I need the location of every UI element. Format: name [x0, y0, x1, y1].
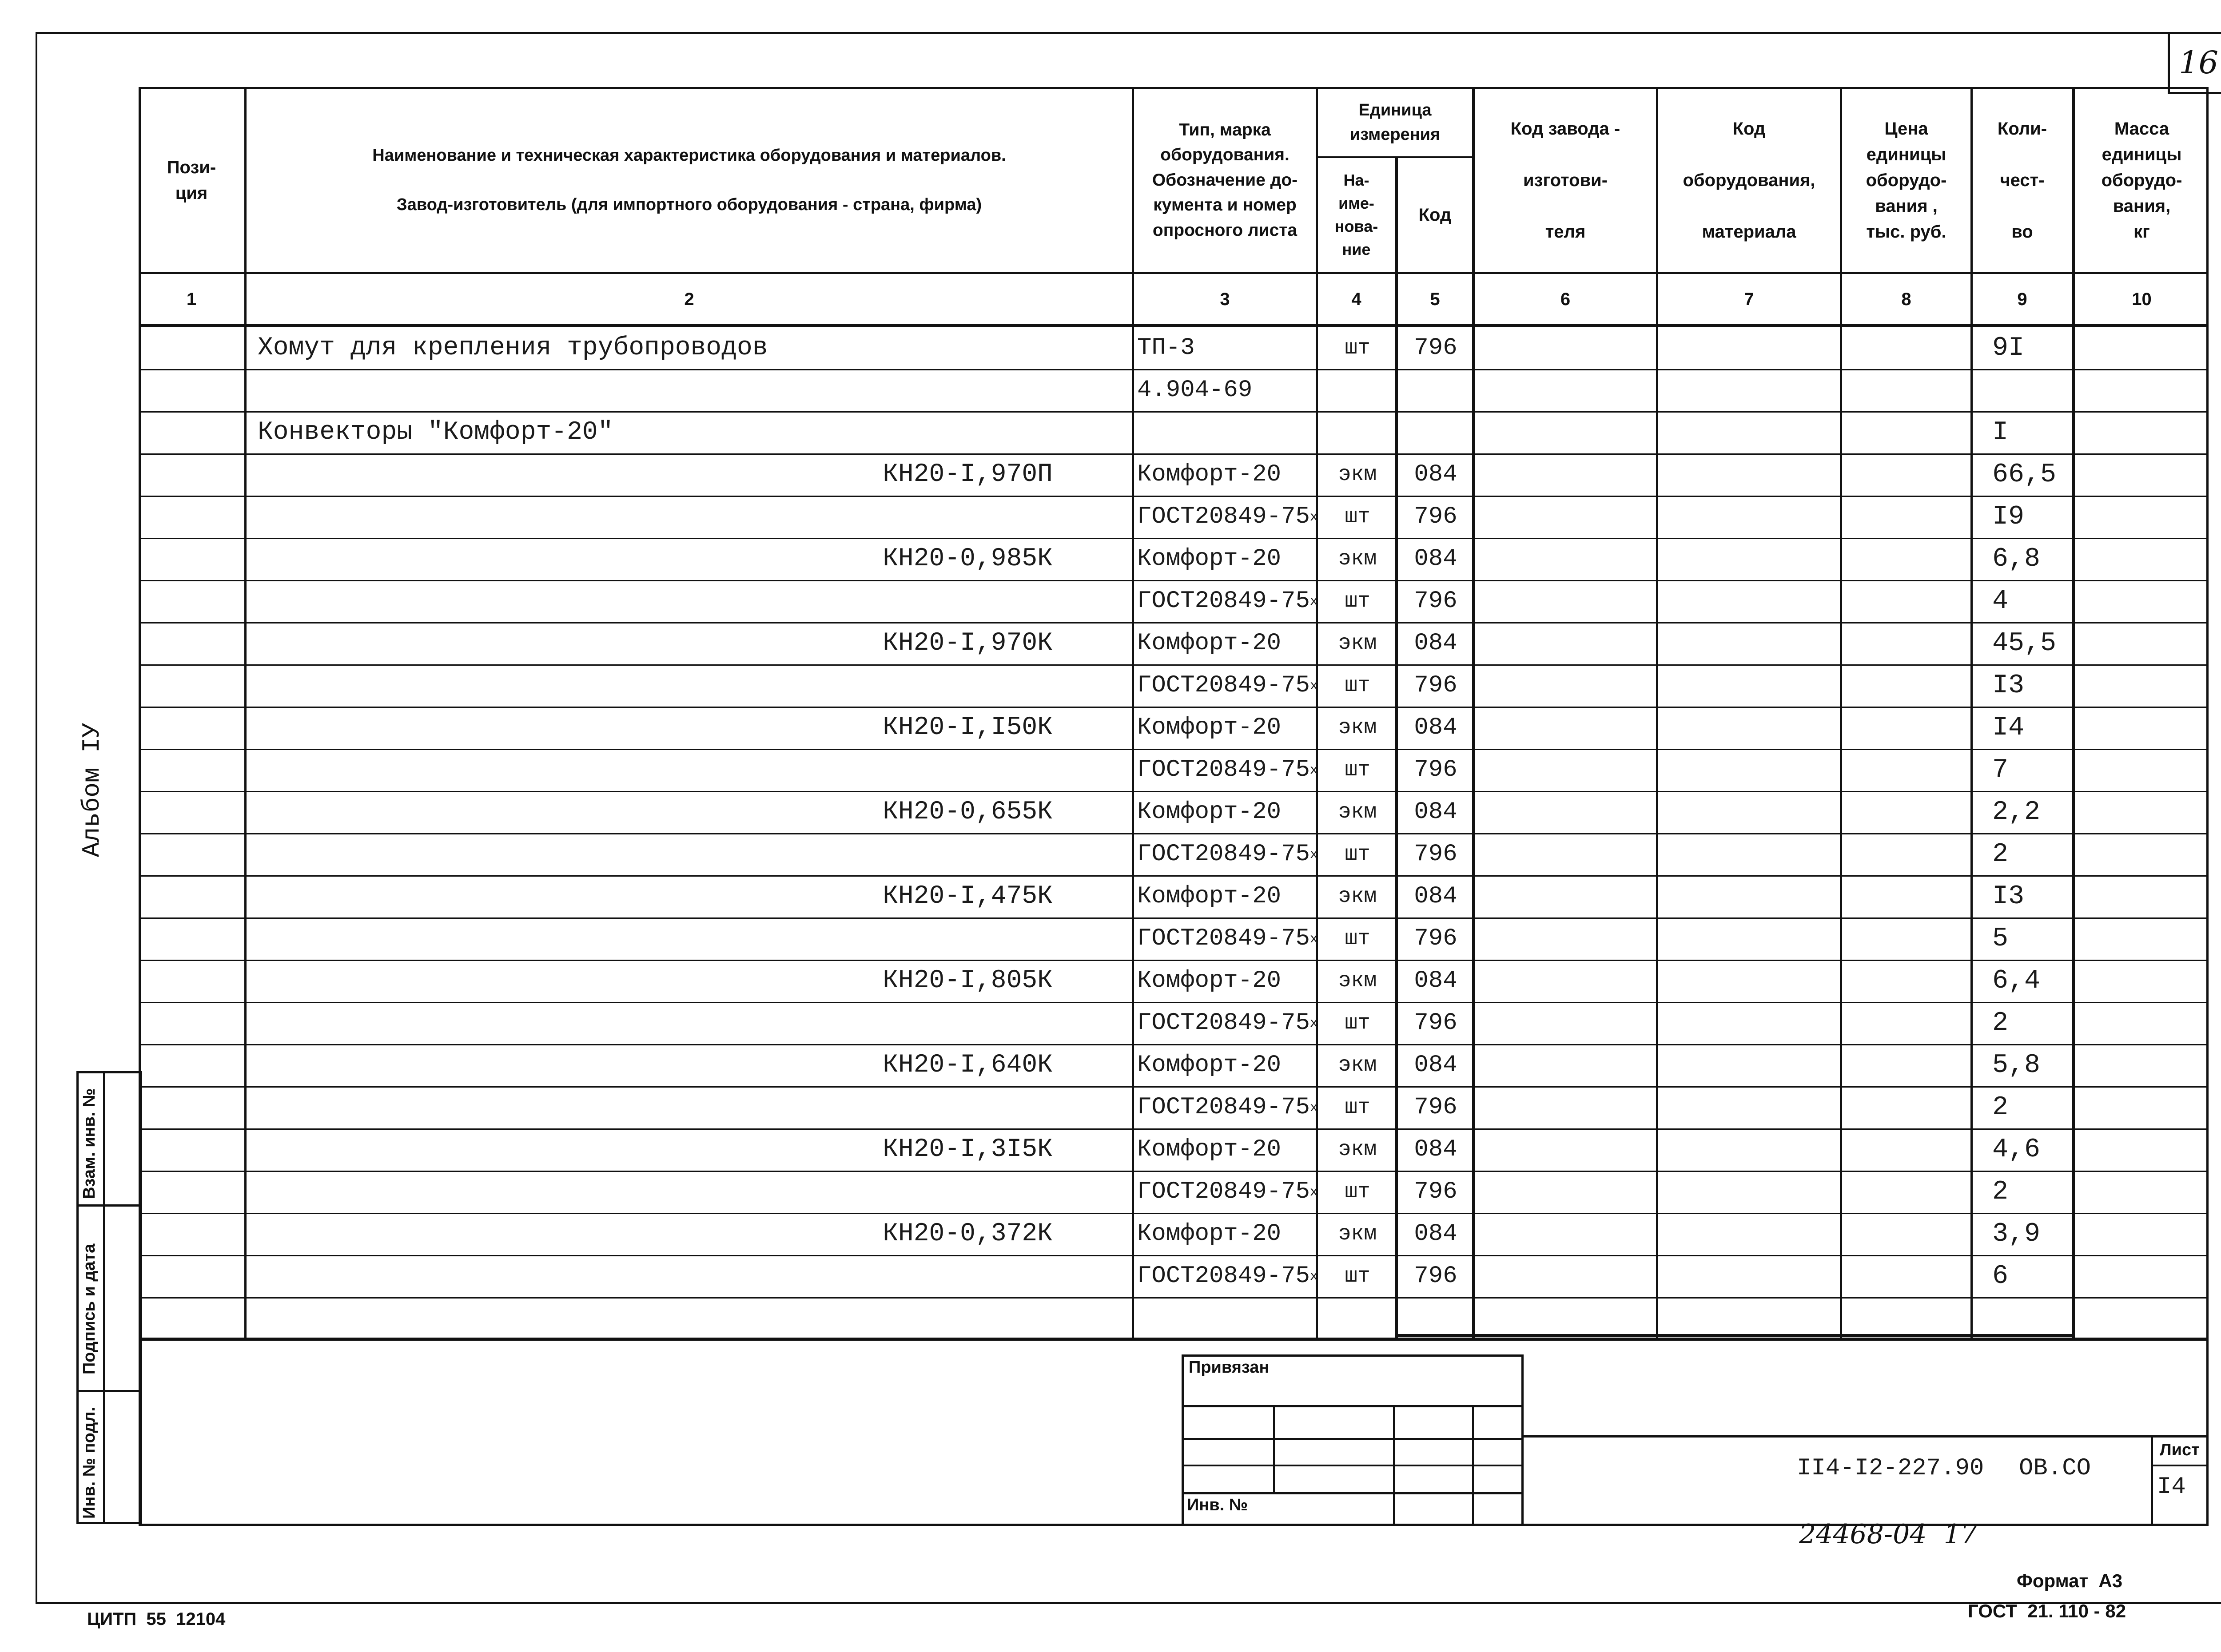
- item-quantity: 66,5: [1992, 459, 2057, 490]
- item-quantity: 2: [1992, 839, 2009, 870]
- doc-suffix: ОВ.СО: [2019, 1455, 2091, 1482]
- item-unit-code: 084: [1414, 1052, 1457, 1079]
- item-type: Комфорт-20: [1137, 1220, 1282, 1247]
- side-stamp-line: [76, 1390, 142, 1392]
- colnum-5: 5: [1430, 289, 1440, 309]
- album-label: Альбом IУ: [78, 723, 106, 857]
- type-text: ГОСТ20849-75: [1137, 925, 1310, 952]
- colnum-10: 10: [2132, 289, 2152, 309]
- header-col-7: Код оборудования, материала: [1683, 119, 1815, 242]
- item-unit-code: 084: [1414, 798, 1457, 826]
- item-quantity: 4: [1992, 586, 2009, 616]
- revision-mark: х: [1310, 1015, 1318, 1031]
- revision-mark: х: [1310, 593, 1318, 609]
- item-model: КН20-I,970К: [883, 629, 1053, 658]
- item-unit-code: 084: [1414, 1220, 1457, 1247]
- item-model: КН20-I,970П: [883, 460, 1053, 489]
- item-unit-code: 084: [1414, 1136, 1457, 1163]
- item-quantity: 2: [1992, 1092, 2009, 1123]
- signature-date-label: Подпись и дата: [80, 1243, 99, 1374]
- item-unit-code: 796: [1414, 1009, 1457, 1036]
- item-type: [1137, 1171, 1318, 1213]
- item-quantity: 3,9: [1992, 1219, 2041, 1249]
- item-unit: экм: [1338, 1137, 1377, 1162]
- item-unit-code: 796: [1414, 334, 1457, 361]
- header-col-3: Тип, марка оборудования. Обозначение до- кумента и номер опросного листа: [1152, 120, 1298, 240]
- item-unit: экм: [1338, 631, 1377, 655]
- item-unit-code: 796: [1414, 841, 1457, 868]
- header-col-10: Масса единицы оборудо- вания, кг: [2101, 119, 2182, 242]
- item-unit: шт: [1345, 589, 1370, 613]
- item-model: КН20-0,985К: [883, 544, 1053, 573]
- colnum-3: 3: [1220, 289, 1230, 309]
- item-type: Комфорт-20: [1137, 883, 1282, 910]
- item-unit-code: 796: [1414, 1263, 1457, 1290]
- item-unit-code: 796: [1414, 588, 1457, 615]
- sheet-box-line: [2151, 1465, 2209, 1466]
- type-text: ГОСТ20849-75: [1137, 672, 1310, 699]
- item-type: Комфорт-20: [1137, 798, 1282, 826]
- item-unit: экм: [1338, 1053, 1377, 1077]
- item-type: Комфорт-20: [1137, 630, 1282, 657]
- side-stamp-line: [76, 1204, 142, 1207]
- revision-mark: х: [1310, 509, 1318, 524]
- sheet-value: I4: [2157, 1473, 2186, 1501]
- type-text: ГОСТ20849-75: [1137, 1178, 1310, 1205]
- item-type: ТП-3: [1137, 334, 1195, 361]
- item-model: КН20-I,805К: [883, 966, 1053, 995]
- item-unit: экм: [1338, 547, 1377, 571]
- item-unit: шт: [1345, 758, 1370, 782]
- colnum-7: 7: [1744, 289, 1754, 309]
- item-quantity: I3: [1992, 881, 2025, 912]
- item-unit-code: 084: [1414, 630, 1457, 657]
- type-text: ГОСТ20849-75: [1137, 503, 1310, 530]
- item-unit: экм: [1338, 1222, 1377, 1246]
- item-unit-code: 796: [1414, 672, 1457, 699]
- header-col-2: Наименование и техническая характеристика оборудования и материалов. Завод-изготовитель (для импортного оборудования - страна, фирма): [372, 146, 1006, 214]
- item-quantity: 2: [1992, 1176, 2009, 1207]
- item-model: КН20-I,3I5К: [883, 1135, 1053, 1164]
- type-text: ГОСТ20849-75: [1137, 841, 1310, 868]
- row-divider: [139, 1297, 2209, 1299]
- item-type: [1137, 749, 1318, 791]
- item-quantity: I: [1992, 417, 2009, 448]
- item-unit-code: 796: [1414, 1094, 1457, 1121]
- item-unit-code: 084: [1414, 967, 1457, 994]
- handwritten-number: 24468-04 17: [1799, 1519, 1978, 1550]
- item-unit: экм: [1338, 800, 1377, 824]
- linked-box-line: [1273, 1405, 1275, 1492]
- item-unit-code: 796: [1414, 756, 1457, 783]
- item-type: [1137, 1255, 1318, 1297]
- revision-mark: х: [1310, 1100, 1318, 1115]
- item-type: 4.904-69: [1137, 377, 1253, 404]
- item-model: КН20-0,655К: [883, 798, 1053, 826]
- item-type: Комфорт-20: [1137, 1136, 1282, 1163]
- revision-mark: х: [1310, 1268, 1318, 1284]
- item-quantity: I9: [1992, 501, 2025, 532]
- type-text: ГОСТ20849-75: [1137, 1094, 1310, 1121]
- item-unit: шт: [1345, 842, 1370, 866]
- printer-label: ЦИТП 55 12104: [87, 1609, 226, 1629]
- item-unit-code: 084: [1414, 461, 1457, 488]
- revision-mark: х: [1310, 846, 1318, 862]
- linked-box-line: [1393, 1405, 1395, 1526]
- page-number: 16: [2179, 44, 2219, 81]
- item-quantity: 9I: [1992, 333, 2025, 363]
- colnum-6: 6: [1560, 289, 1571, 309]
- type-text: ГОСТ20849-75: [1137, 588, 1310, 615]
- item-unit-code: 084: [1414, 883, 1457, 910]
- header-col-8: Цена единицы оборудо- вания , тыс. руб.: [1866, 119, 1947, 242]
- item-model: КН20-I,640К: [883, 1051, 1053, 1080]
- colnum-2: 2: [684, 289, 694, 309]
- type-text: ГОСТ20849-75: [1137, 1009, 1310, 1036]
- format-label: Формат А3: [2017, 1570, 2123, 1591]
- header-col-9: Коли- чест- во: [1997, 119, 2047, 242]
- header-col-4: На- име- нова- ние: [1334, 171, 1378, 259]
- item-quantity: 4,6: [1992, 1134, 2041, 1165]
- revision-mark: х: [1310, 678, 1318, 693]
- inv-label: Инв. №: [1187, 1496, 1248, 1514]
- item-quantity: 45,5: [1992, 628, 2057, 659]
- item-unit: шт: [1345, 1179, 1370, 1204]
- colnum-1: 1: [186, 289, 197, 309]
- header-unit-group: Единица измерения: [1349, 100, 1441, 144]
- item-unit: шт: [1345, 926, 1370, 951]
- title-block-top-line: [1524, 1435, 2209, 1438]
- item-unit: экм: [1338, 969, 1377, 993]
- header-col-5: Код: [1418, 205, 1452, 225]
- item-model: КН20-I,I50К: [883, 713, 1053, 742]
- item-unit: шт: [1345, 504, 1370, 529]
- item-quantity: 5: [1992, 923, 2009, 954]
- item-quantity: 6: [1992, 1261, 2009, 1291]
- type-text: ГОСТ20849-75: [1137, 756, 1310, 783]
- item-unit-code: 796: [1414, 503, 1457, 530]
- item-unit: шт: [1345, 673, 1370, 698]
- item-unit: шт: [1345, 336, 1370, 360]
- item-type: Комфорт-20: [1137, 1052, 1282, 1079]
- item-unit: экм: [1338, 715, 1377, 740]
- row-divider: [139, 1339, 2209, 1341]
- item-quantity: 2,2: [1992, 797, 2041, 827]
- header-col-6: Код завода - изготови- теля: [1510, 119, 1620, 242]
- item-unit-code: 084: [1414, 545, 1457, 572]
- revision-mark: х: [1310, 1184, 1318, 1199]
- header-col-1: Пози- ция: [167, 158, 216, 203]
- item-unit-code: 796: [1414, 1178, 1457, 1205]
- gost-label: ГОСТ 21. 110 - 82: [1968, 1600, 2126, 1621]
- item-type: [1137, 1086, 1318, 1128]
- colnum-8: 8: [1901, 289, 1911, 309]
- item-type: Комфорт-20: [1137, 967, 1282, 994]
- item-unit: экм: [1338, 462, 1377, 487]
- item-name: Конвекторы "Комфорт-20": [258, 418, 613, 447]
- type-text: ГОСТ20849-75: [1137, 1263, 1310, 1290]
- item-type: [1137, 1002, 1318, 1044]
- item-type: [1137, 917, 1318, 960]
- item-unit-code: 796: [1414, 925, 1457, 952]
- item-unit: шт: [1345, 1264, 1370, 1288]
- item-type: [1137, 580, 1318, 622]
- revision-mark: х: [1310, 762, 1318, 778]
- replace-inv-label: Взам. инв. №: [80, 1088, 99, 1199]
- item-unit-code: 084: [1414, 714, 1457, 741]
- linked-label: Привязан: [1189, 1358, 1270, 1377]
- item-type: [1137, 664, 1318, 707]
- item-type: Комфорт-20: [1137, 714, 1282, 741]
- col-line: [2072, 87, 2075, 1339]
- side-stamp-line: [103, 1071, 105, 1524]
- original-inv-label: Инв. № подл.: [80, 1406, 99, 1519]
- item-quantity: 6,4: [1992, 965, 2041, 996]
- item-type: [1137, 496, 1318, 538]
- item-quantity: 5,8: [1992, 1050, 2041, 1080]
- item-quantity: 2: [1992, 1008, 2009, 1038]
- item-quantity: 7: [1992, 755, 2009, 785]
- item-unit: экм: [1338, 884, 1377, 909]
- linked-box-line: [1472, 1405, 1474, 1526]
- item-model: КН20-0,372К: [883, 1219, 1053, 1248]
- item-quantity: I4: [1992, 712, 2025, 743]
- item-name: Хомут для крепления трубопроводов: [258, 334, 768, 362]
- colnum-4: 4: [1351, 289, 1361, 309]
- body-bottom-line: [1395, 1334, 2074, 1337]
- item-unit: шт: [1345, 1095, 1370, 1120]
- revision-mark: х: [1310, 931, 1318, 946]
- item-model: КН20-I,475К: [883, 882, 1053, 911]
- item-type: Комфорт-20: [1137, 461, 1282, 488]
- doc-code: II4-I2-227.90: [1797, 1455, 1984, 1482]
- item-quantity: 6,8: [1992, 544, 2041, 574]
- sheet-label: Лист: [2160, 1441, 2200, 1459]
- item-quantity: I3: [1992, 670, 2025, 701]
- col-line: [1395, 156, 1398, 1339]
- item-type: [1137, 833, 1318, 875]
- colnum-9: 9: [2017, 289, 2027, 309]
- item-type: Комфорт-20: [1137, 545, 1282, 572]
- item-unit: шт: [1345, 1011, 1370, 1035]
